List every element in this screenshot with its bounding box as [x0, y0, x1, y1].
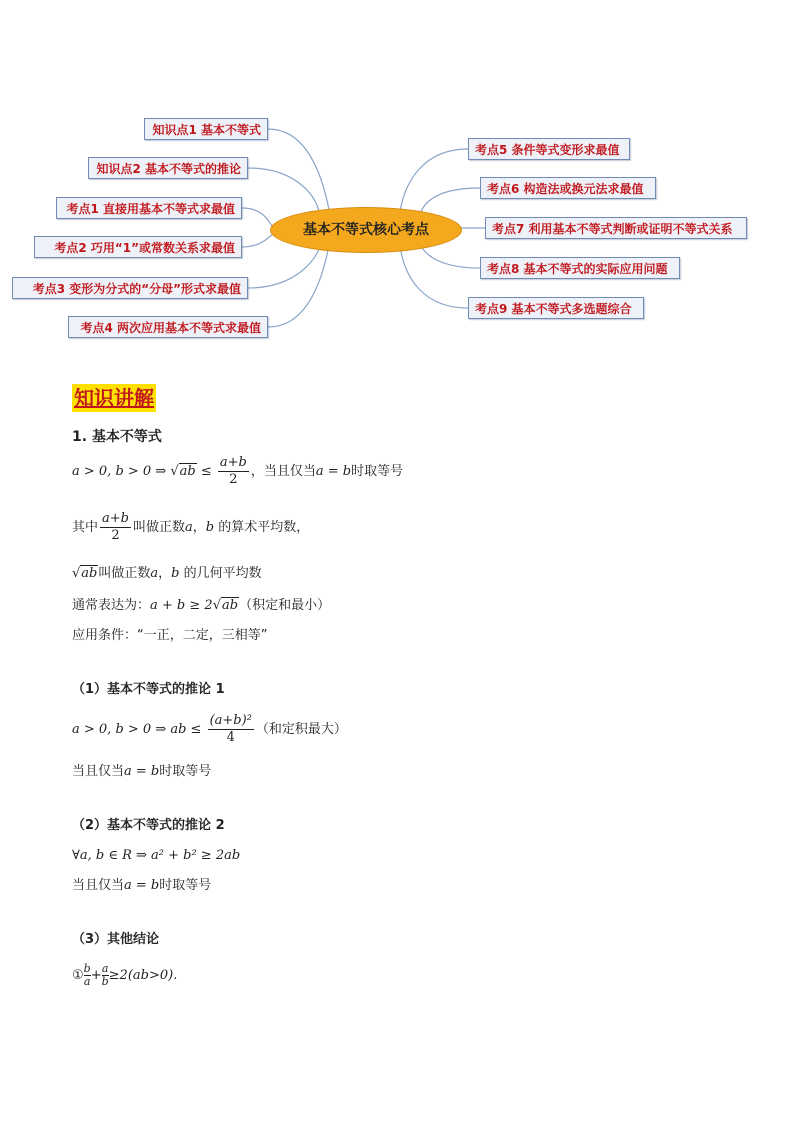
circled-one: ①: [72, 968, 84, 983]
sqrt-ab-3: √ab: [212, 598, 239, 613]
corollary-2-equality: 当且仅当a = b时取等号: [72, 878, 212, 893]
text-qizhong: 其中: [72, 520, 99, 535]
sqrt-ab: √ab: [170, 464, 196, 479]
formula-tail: ，当且仅当: [250, 464, 316, 479]
conditions-line: 应用条件：“一正，二定，三相等”: [72, 628, 268, 643]
other-conclusions-heading: （3）其他结论: [72, 932, 160, 947]
conclusion-tail: ≥2(ab>0).: [108, 968, 178, 983]
corollary-1-heading: （1）基本不等式的推论 1: [72, 682, 225, 697]
var-b: b: [205, 520, 215, 535]
fraction-b-over-a: $\frac{b}{a}$: [83, 962, 91, 988]
mindmap-node-point-4[interactable]: 考点4 两次应用基本不等式求最值: [68, 316, 268, 338]
mindmap-node-knowledge-1[interactable]: 知识点1 基本不等式: [144, 118, 268, 140]
corollary-1-formula: [72, 710, 347, 750]
leq-symbol: ≤: [196, 464, 216, 479]
mindmap-node-point-7[interactable]: 考点7 利用基本不等式判断或证明不等式关系: [485, 217, 747, 239]
section-title: 知识讲解: [74, 386, 154, 410]
var-a: a: [185, 520, 193, 535]
formula-condition: a > 0, b > 0 ⇒: [72, 464, 171, 479]
corollary-2-heading: （2）基本不等式的推论 2: [72, 818, 225, 833]
text-geo: 的几何平均数: [179, 566, 262, 581]
formula-tail-2: 时取等号: [351, 464, 404, 479]
mind-map-connectors: [0, 0, 794, 360]
fraction-a-over-b: $\frac{a}{b}$: [101, 962, 109, 988]
other-conclusion-1: [72, 958, 177, 994]
mindmap-node-point-3[interactable]: 考点3 变形为分式的“分母”形式求最值: [12, 277, 248, 299]
mindmap-node-point-6[interactable]: 考点6 构造法或换元法求最值: [480, 177, 656, 199]
fraction-arith-mean: $\frac{a+b}{2}$: [102, 511, 129, 543]
mind-map: [0, 0, 794, 360]
mindmap-node-point-1[interactable]: 考点1 直接用基本不等式求最值: [56, 197, 242, 219]
mindmap-node-point-2[interactable]: 考点2 巧用“1”或常数关系求最值: [34, 236, 242, 258]
mindmap-node-knowledge-2[interactable]: 知识点2 基本不等式的推论: [88, 157, 248, 179]
heading-basic-inequality: 1. 基本不等式: [72, 429, 162, 445]
text-arith: 的算术平均数，: [214, 520, 310, 535]
arithmetic-mean-line: [72, 510, 309, 546]
mindmap-center-node[interactable]: 基本不等式核心考点: [270, 207, 462, 253]
corollary-1-equality: 当且仅当a = b时取等号: [72, 764, 212, 779]
plus-sign: +: [90, 968, 102, 983]
mindmap-node-point-5[interactable]: 考点5 条件等式变形求最值: [468, 138, 630, 160]
text-jiaozuo: 叫做正数: [132, 520, 185, 535]
common-form-line: [72, 596, 330, 616]
text-product-fixed: （积定和最小）: [239, 598, 331, 613]
comma-2: ，: [158, 566, 172, 581]
corollary-2-formula: ∀a, b ∈ R ⇒ a² + b² ≥ 2ab: [72, 848, 241, 863]
geometric-mean-line: [72, 564, 262, 584]
text-jiaozuo-2: 叫做正数: [98, 566, 151, 581]
var-a-2: a: [150, 566, 159, 581]
formula-basic-inequality: [72, 454, 403, 490]
fraction-square: $\frac{\text{(a+b)²}}{4}$: [209, 713, 252, 745]
sqrt-ab-2: √ab: [72, 566, 98, 581]
formula-sum: a + b ≥ 2: [150, 598, 213, 613]
mindmap-node-point-8[interactable]: 考点8 基本不等式的实际应用问题: [480, 257, 680, 279]
text-sum-fixed: （和定积最大）: [255, 722, 347, 737]
mindmap-node-point-9[interactable]: 考点9 基本不等式多选题综合: [468, 297, 644, 319]
equality-a-b: a = b: [315, 464, 352, 479]
var-b-2: b: [171, 566, 180, 581]
corollary-1-condition: a > 0, b > 0 ⇒ ab ≤: [72, 722, 206, 737]
text-common-form: 通常表达为：: [72, 598, 151, 613]
comma: ，: [192, 520, 206, 535]
fraction-mean: $\frac{a+b}{2}$: [219, 455, 247, 487]
